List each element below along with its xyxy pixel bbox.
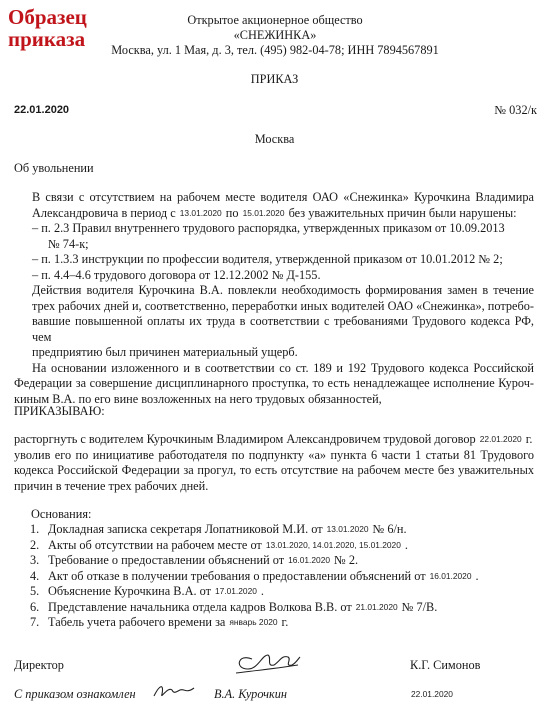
order-line-4: причин в течение трех рабочих дней. — [14, 478, 209, 493]
stamp-line-1: Образец — [8, 5, 87, 29]
grounds-item — [30, 600, 530, 616]
grounds-item-handwritten: 13.01.2020, 14.01.2020, 15.01.2020 — [265, 539, 401, 550]
grounds-item — [30, 615, 530, 631]
director-signature-icon — [232, 645, 302, 677]
order-date: 22.01.2020 — [14, 104, 70, 116]
p1-line-1: В связи с отсутствием на рабочем месте водителя ОАО «Снежинка» Курочкина Владимира — [32, 190, 534, 204]
grounds-item — [30, 569, 530, 585]
sample-stamp — [8, 6, 87, 50]
bullet-2: – п. 1.3.3 инструкции по профессии водителя, утвержденной приказом от 10.01.2012 № 2; — [32, 252, 503, 266]
absence-date-from: 13.01.2020 — [179, 207, 222, 218]
grounds-item-text: Акты об отсутствии на рабочем месте от — [48, 537, 262, 552]
grounds-item-text: Объяснение Курочкина В.А. от — [48, 584, 211, 598]
org-type: Открытое акционерное общество — [187, 13, 363, 27]
order-subject: Об увольнении — [14, 161, 94, 175]
city: Москва — [254, 132, 295, 146]
director-name: К.Г. Симонов — [410, 658, 481, 672]
paragraph-violations — [14, 190, 534, 407]
grounds-item-handwritten: 17.01.2020 — [214, 586, 257, 596]
grounds-item-text: Акт об отказе в получении требования о предоставлении объяснений от — [48, 568, 426, 583]
org-address: Москва, ул. 1 Мая, д. 3, тел. (495) 982-04-78; ИНН 7894567891 — [111, 43, 439, 57]
org-name: «СНЕЖИНКА» — [233, 28, 317, 42]
p1-line-2: Александровича в период с 13.01.2020 по 15.01.2020 без уважительных причин были нарушены: — [32, 205, 517, 220]
order-number: № 032/к — [494, 103, 537, 117]
grounds-item — [30, 553, 530, 569]
order-heading: ПРИКАЗЫВАЮ: — [14, 404, 105, 418]
grounds-item-number: 2. — [30, 537, 40, 552]
grounds-item-number: 4. — [30, 568, 40, 583]
grounds-item-text: Представление начальника отдела кадров Волкова В.В. от — [48, 599, 352, 614]
grounds-item-text: Требование о предоставлении объяснений от — [48, 553, 285, 567]
acknowledgement-label: С приказом ознакомлен — [14, 687, 136, 701]
p2-line-1: Действия водителя Курочкина В.А. повлекли необходимость формирования замен в течение — [32, 283, 534, 297]
grounds-item-tail: № 7/В. — [401, 599, 438, 614]
order-line-1: расторгнуть с водителем Курочкиным Владимиром Александровичем трудовой договор 22.01.2020 г. — [14, 432, 533, 446]
grounds-item-text: Табель учета рабочего времени за — [48, 615, 226, 629]
p2-line-4: предприятию был причинен материальный ущерб. — [32, 345, 298, 359]
grounds-item-handwritten: январь 2020 — [229, 617, 278, 627]
grounds-item-tail: . — [260, 584, 264, 598]
p3-line-3: киным В.А. по его вине возложенных на него трудовых обязанностей, — [14, 391, 382, 406]
p2-line-2: трех рабочих дней и, соответственно, переработки иных водителей ОАО «Снежинка», потребо- — [32, 298, 534, 313]
grounds-heading: Основания: — [31, 507, 92, 521]
grounds-item-tail: . — [404, 537, 408, 552]
acknowledgement-date-wrap — [410, 687, 454, 703]
grounds-item-tail: № 6/н. — [372, 522, 407, 536]
p3-line-2: Федерации за совершение дисциплинарного проступка, то есть ненадлежащее исполнение Куроч- — [14, 376, 534, 390]
bullet-1-line-1: – п. 2.3 Правил внутреннего трудового распорядка, утвержденных приказом от 10.09.2013 — [32, 221, 505, 235]
document-title: ПРИКАЗ — [250, 72, 299, 86]
grounds-item-handwritten: 21.01.2020 — [355, 601, 398, 612]
grounds-item-tail: № 2. — [334, 553, 359, 567]
dismissal-date: 22.01.2020 — [479, 434, 522, 444]
p2-line-3: вавшие повышенной оплаты их труда в соответствии с требованиями Трудового кодекса РФ, чем — [32, 314, 534, 344]
employee-signature-icon — [150, 680, 196, 702]
employee-name: В.А. Курочкин — [214, 687, 288, 701]
grounds-item — [30, 584, 530, 600]
order-line-2: уволив его по инициативе работодателя по подпункту «а» пункта 6 части 1 статьи 81 Трудового — [14, 447, 534, 462]
order-text — [14, 432, 534, 494]
absence-date-to: 15.01.2020 — [242, 207, 285, 218]
grounds-item-number: 1. — [30, 522, 40, 536]
grounds-item-handwritten: 13.01.2020 — [326, 524, 369, 534]
grounds-item-tail: г. — [281, 615, 289, 629]
grounds-item-number: 3. — [30, 553, 40, 567]
grounds-list — [30, 522, 530, 631]
bullet-1-line-2: № 74-к; — [48, 236, 89, 251]
grounds-item-text: Докладная записка секретаря Лопатниковой М.И. от — [48, 522, 323, 536]
order-line-3: кодекса Российской Федерации за прогул, то есть отсутствие на рабочем месте без уважительных — [14, 463, 534, 477]
p3-line-1: На основании изложенного и в соответствии со ст. 189 и 192 Трудового кодекса Российской — [32, 360, 534, 375]
grounds-item-tail: . — [475, 568, 479, 583]
stamp-line-2: приказа — [8, 27, 86, 51]
grounds-item-number: 7. — [30, 615, 40, 629]
grounds-item-handwritten: 16.01.2020 — [288, 555, 331, 565]
acknowledgement-date: 22.01.2020 — [411, 689, 453, 699]
grounds-item-number: 5. — [30, 584, 40, 598]
grounds-item-handwritten: 16.01.2020 — [429, 570, 472, 581]
bullet-3: – п. 4.4–4.6 трудового договора от 12.12.2002 № Д-155. — [32, 267, 321, 282]
grounds-item — [30, 522, 530, 538]
grounds-item — [30, 538, 530, 554]
director-label: Директор — [14, 658, 64, 672]
grounds-item-number: 6. — [30, 599, 40, 614]
